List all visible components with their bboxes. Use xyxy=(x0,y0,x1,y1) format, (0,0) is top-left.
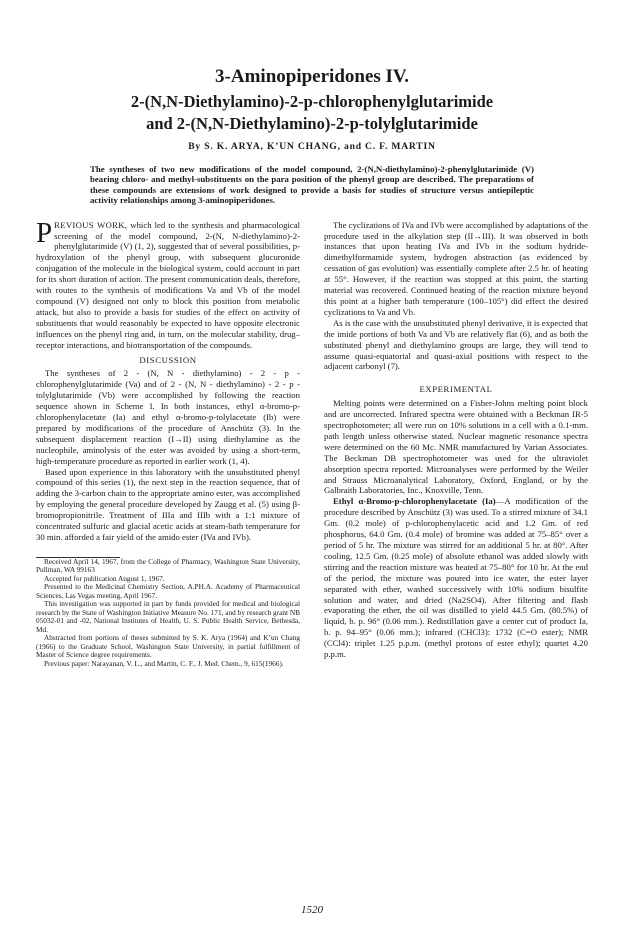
right-column xyxy=(324,220,588,669)
footnote-funding: This investigation was supported in part by funds provided for medical and biological research by the State of Washington Initiative Measure No. 171, and by research grant NB 05032-01 and -02, National Institutes of Health, U. S. Public Health Service, Bethesda, Md. xyxy=(36,599,300,634)
article-title-line-2: 2-(N,N-Diethylamino)-2-p-chlorophenylglutarimide xyxy=(130,92,494,111)
discussion-paragraph-1: The syntheses of 2 - (N, N - diethylamino) - 2 - p - chlorophenylglutarimide (Va) and of 2 - (N, N - diethylamino) - 2 - p - tolylglutarimide (Vb) were accomplished by following the reaction sequence shown in Scheme I. In both instances, ethyl α-bromo-p-chlorophenylacetate (Ia) and ethyl α-bromo-p-tolylacetate (Ib) were prepared by modifications of the procedure of Anschütz (3). In the subsequent displacement reaction (I→II) using diethylamine as the nucleophile, aminolysis of the ester was avoided by using a short-term, high-temperature procedure as reported in earlier work (1, 4). xyxy=(36,368,300,466)
footnote-previous-paper: Previous paper: Narayanan, V. L., and Martin, C. F., J. Med. Chem., 9, 615(1966). xyxy=(44,658,284,668)
article-title-line-1: 3-Aminopiperidones IV. xyxy=(215,66,409,87)
footnote-accepted: Accepted for publication August 1, 1967. xyxy=(44,573,165,583)
abstract: The syntheses of two new modifications of the model compound, 2-(N,N-diethylamino)-2-phenylglutarimide (V) bearing chloro- and methyl-substituents on the para position of the phenyl group are described. The preparations of these compounds are extensions of work designed to provide a basis for studies of structure versus antiepileptic activity relationships among 3-aminopiperidones. xyxy=(90,164,534,206)
article-title-line-3: and 2-(N,N-Diethylamino)-2-p-tolylglutarimide xyxy=(146,114,478,133)
page-number: 1520 xyxy=(301,904,323,916)
drop-cap: P xyxy=(36,216,53,249)
intro-paragraph xyxy=(36,216,300,351)
author-line: By S. K. ARYA, K’UN CHANG, and C. F. MARTIN xyxy=(188,141,436,152)
synthesis-paragraph-Ia xyxy=(324,496,588,660)
conformation-paragraph: As is the case with the unsubstituted phenyl derivative, it is expected that the imide portions of both Va and Vb are relatively flat (6), and as both the substituted phenyl and diethylamino groups are large, they will tend to assume quasi-equatorial and quasi-axial positions with respect to the adjacent carbonyl (7). xyxy=(324,317,588,372)
compound-heading-Ia: Ethyl α-Bromo-p-chlorophenylacetate (Ia) xyxy=(333,496,496,507)
footnotes xyxy=(36,558,300,669)
intro-text: which led to the synthesis and pharmacological screening of the model compound, 2-(N, N-diethylamino)-2-phenylglutarimide (V) (1, 2), suggested that of several possibilities, p-hydroxylation of the phenyl group, with subsequent glucuronide conjugation of the molecule in the biological system, could account in part for its short duration of action. The present communication deals, therefore, with routes to the synthesis of modifications Va and Vb of the model compound (V) designed not only to block this position from metabolic attack, but also to provide a basis for studies of the effect on activity of substituents that would reasonably be expected to have opposite electronic influences on the phenyl ring and, in turn, on the molecular stability, drug–receptor interactions, and biotransportation of the compounds. xyxy=(36,219,300,350)
methods-paragraph: Melting points were determined on a Fisher-Johns melting point block and are uncorrected. Infrared spectra were obtained with a Beckman IR-5 spectrophotometer; all were run on 10% solutions in a cell with a 0.1-mm. path length unless otherwise stated. Nuclear magnetic resonance spectra were determined on the 60 Mc. NMR manufactured by Varian Associates. The Beckman DB spectrophotometer was used for the ultraviolet absorption spectra reported. Microanalyses were performed by the Weiler and Strauss Microanalytical Laboratory, Oxford, England, or by the Galbraith Laboratories, Inc., Knoxville, Tenn. xyxy=(324,398,588,496)
discussion-paragraph-2: Based upon experience in this laboratory with the unsubstituted phenyl compound of this series (1), the next step in the reaction sequence, that of adding the 3-carbon chain to the appropriate amino ester, was accomplished by employing the general procedure developed by Zaugg et al. (5) using β-bromopropionitrile. Treatment of IIIa and IIIb with a 1:1 mixture of concentrated sulfuric and glacial acetic acids at steam-bath temperature for 30 min. afforded a fair yield of the amido ester (IVa and IVb). xyxy=(36,466,300,542)
discussion-heading: DISCUSSION xyxy=(139,354,197,365)
intro-lead-smallcaps: REVIOUS WORK, xyxy=(54,219,128,230)
left-column xyxy=(36,216,300,669)
two-column-body xyxy=(36,216,589,669)
synthesis-text-Ia: —A modification of the procedure described by Anschütz (3) was used. To a stirred mixture of 34.1 Gm. (0.2 mole) of p-chlorophenylacetic acid and 1.2 Gm. of red phosphorus, 64.0 Gm. (0.4 mole) of bromine was added at 75–85° over a period of 5 hr. The mixture was stirred for an additional 5 hr. at 80°. After cooling, 12.5 Gm. (0.25 mole) of absolute ethanol was added slowly with stirring and the reaction mixture was heated at 75–80° for 10 hr. At the end of the period, the mixture was poured into ice water, the ester layer separated with ether, washed successively with 10% sodium bisulfite solution and water, and dried (Na2SO4). After filtering and flash evaporating the ether, the oil was distilled to yield 44.5 Gm. (80.5%) of liquid, b. p. 96° (0.06 mm.). Redistillation gave a center cut of product Ia, b. p. 94–95° (0.06 mm.); infrared (CHCl3): 1732 (C=O ester); NMR (CCl4): triplet 1.25 p.p.m. (methyl protons of ester ethyl); quartet 4.20 p.p.m. xyxy=(324,496,589,660)
footnote-theses: Abstracted from portions of theses submitted by S. K. Arya (1964) and K’un Chang (1966) to the Graduate School, Washington State University, in partial fulfillment of Master of Science degree requirements. xyxy=(36,633,300,660)
experimental-heading: EXPERIMENTAL xyxy=(419,384,493,395)
cyclization-paragraph: The cyclizations of IVa and IVb were accomplished by adaptations of the procedure used in the alkylation step (II→III). It was observed in both instances that upon heating IVa and IVb in the sodium hydride-dimethylformamide system, hydrogen abstraction (as evidenced by cessation of gas evolution) was essentially complete after 2.5 hr. of heating at 55°. However, if the reaction was stopped at this point, the starting material was recovered. Continued heating of the reaction mixture beyond this point at a higher bath temperature (100–105°) did effect the desired cyclizations to Va and Vb. xyxy=(324,219,588,317)
footnote-received: Received April 14, 1967, from the College of Pharmacy, Washington State University, Pullman, WA 99163 xyxy=(36,556,300,575)
footnote-presented: Presented to the Medicinal Chemistry Section, A.PH.A. Academy of Pharmaceutical Sciences, Las Vegas meeting, April 1967. xyxy=(36,582,300,600)
